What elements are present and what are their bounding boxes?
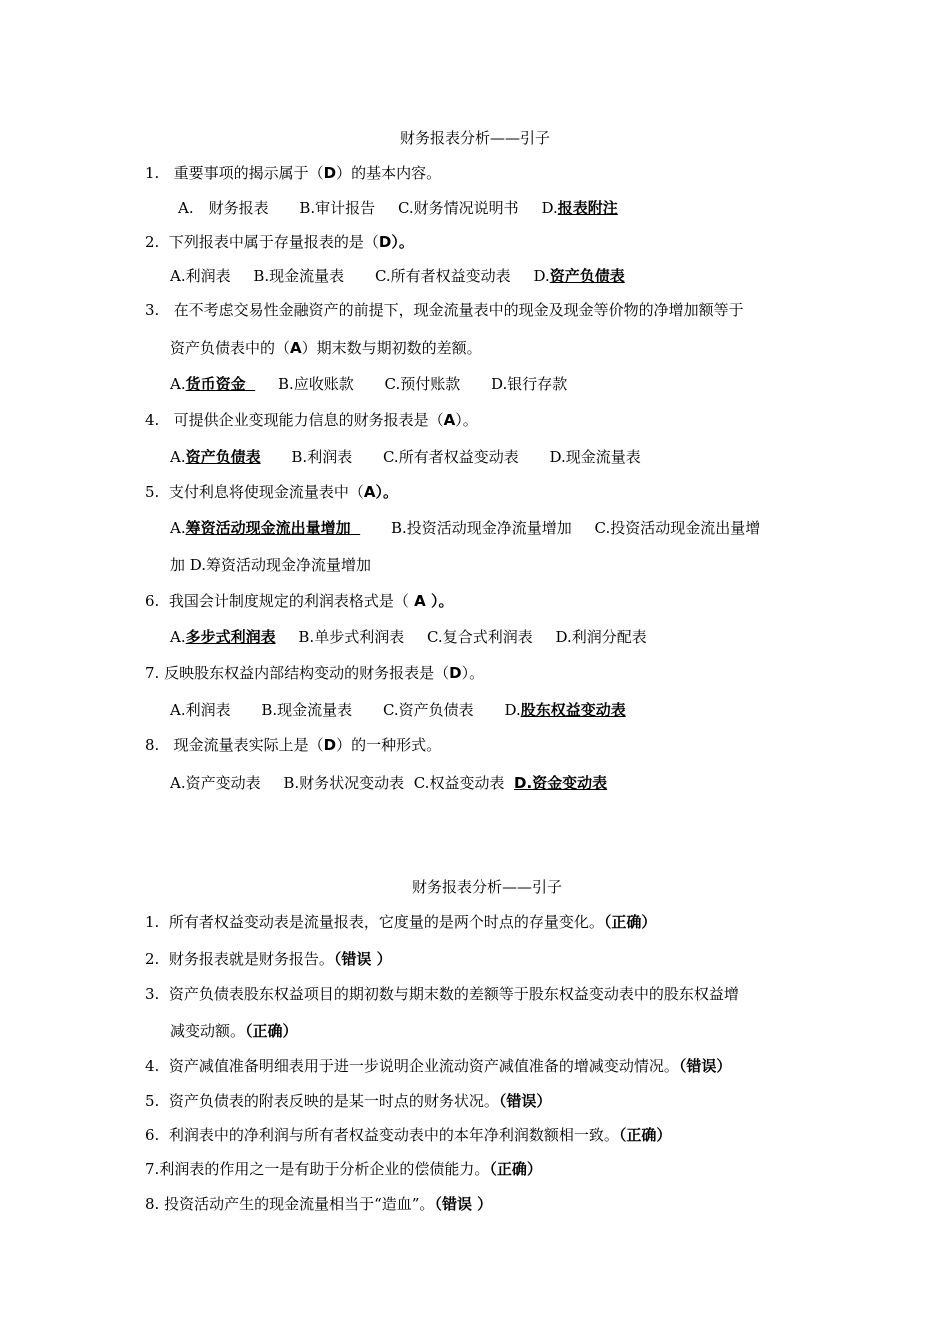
verdict: （错误 ） — [333, 950, 392, 968]
correct-answer: 货币资金 — [185, 375, 246, 393]
verdict: （错误） — [678, 1057, 732, 1075]
answer-letter: A — [414, 592, 426, 610]
question-5-options — [170, 518, 760, 538]
question-7 — [145, 663, 484, 683]
statement-4: 4. 资产减值准备明细表用于进一步说明企业流动资产减值准备的增减变动情况。（错误） — [145, 1057, 732, 1075]
question-4 — [145, 410, 478, 430]
verdict: （正确） — [603, 913, 657, 931]
correct-answer: 报表附注 — [557, 199, 618, 217]
question-6-options — [170, 627, 647, 647]
question-3-options — [170, 374, 567, 394]
question-4-options — [170, 447, 641, 467]
verdict: （正确） — [489, 1160, 542, 1178]
question-text: 我国会计制度规定的利润表格式是（ A ）。 — [168, 592, 454, 610]
question-number: 8. — [145, 736, 160, 754]
verdict: （正确） — [618, 1126, 672, 1144]
question-2-options — [170, 266, 625, 286]
option-a: A. — [170, 448, 186, 466]
question-text: 支付利息将使现金流量表中（A）。 — [168, 483, 399, 501]
section1-title: 财务报表分析——引子 — [399, 129, 550, 147]
correct-answer: D.资金变动表 — [514, 774, 608, 792]
option-d: D. — [533, 267, 550, 285]
option-a: A.利润表 — [170, 701, 231, 719]
verdict: （错误） — [498, 1092, 552, 1110]
section2-title: 财务报表分析——引子 — [412, 878, 563, 896]
statement-6: 6. 利润表中的净利润与所有者权益变动表中的本年净利润数额相一致。（正确） — [145, 1126, 672, 1144]
option-c: C.所有者权益变动表 — [382, 448, 519, 466]
question-8 — [145, 735, 441, 755]
statement-8: 8. 投资活动产生的现金流量相当于“造血”。（错误 ） — [145, 1195, 493, 1213]
question-2 — [145, 232, 414, 252]
option-d: D.利润分配表 — [555, 628, 647, 646]
statement-7: 7.利润表的作用之一是有助于分析企业的偿债能力。（正确） — [145, 1160, 542, 1178]
option-d: D. — [541, 199, 558, 217]
verdict: （错误 ） — [434, 1195, 493, 1213]
option-a: A. — [170, 375, 186, 393]
question-1-options — [178, 198, 618, 218]
statement-1: 1. 所有者权益变动表是流量报表，它度量的是两个时点的存量变化。（正确） — [145, 913, 657, 931]
question-text: 下列报表中属于存量报表的是（D）。 — [168, 233, 414, 251]
question-number: 2. — [145, 233, 160, 251]
answer-letter: A — [443, 411, 456, 429]
option-c: C.所有者权益变动表 — [374, 267, 511, 285]
question-number: 5. — [145, 483, 160, 501]
option-a: A. — [170, 519, 186, 537]
option-c: C.资产负债表 — [382, 701, 474, 719]
question-3-line2: 资产负债表中的（A）期末数与期初数的差额。 — [170, 339, 482, 357]
statement-3-line2: 减变动额。（正确） — [170, 1022, 298, 1040]
answer-letter: D — [378, 233, 392, 251]
option-b: B.投资活动现金净流量增加 — [390, 519, 572, 537]
option-c: C.复合式利润表 — [426, 628, 533, 646]
option-c: C.预付账款 — [384, 375, 461, 393]
option-a: A.利润表 — [170, 267, 231, 285]
question-number: 1. — [145, 164, 160, 182]
question-1 — [145, 163, 441, 183]
statement-3: 3. 资产负债表股东权益项目的期初数与期末数的差额等于股东权益变动表中的股东权益增 — [145, 985, 739, 1003]
correct-answer: 筹资活动现金流出量增加 — [185, 519, 351, 537]
question-number: 4. — [145, 411, 160, 429]
answer-letter: D — [323, 736, 337, 754]
option-d: D. — [504, 701, 521, 719]
option-c: C.财务情况说明书 — [397, 199, 519, 217]
option-b: B.利润表 — [291, 448, 353, 466]
option-a: A. 财务报表 — [178, 199, 269, 217]
option-a: A. — [170, 628, 186, 646]
statement-5: 5. 资产负债表的附表反映的是某一时点的财务状况。（错误） — [145, 1092, 552, 1110]
question-8-options — [170, 773, 607, 793]
question-text: 可提供企业变现能力信息的财务报表是（A）。 — [173, 411, 478, 429]
answer-letter: A — [363, 483, 376, 501]
option-c: C.权益变动表 — [413, 774, 505, 792]
option-b: B.现金流量表 — [253, 267, 345, 285]
question-6 — [145, 591, 453, 611]
question-text: 反映股东权益内部结构变动的财务报表是（D）。 — [164, 664, 485, 682]
option-c: C.投资活动现金流出量增 — [594, 519, 761, 537]
correct-answer: 资产负债表 — [549, 267, 625, 285]
question-number: 3. — [145, 301, 160, 319]
option-a: A.资产变动表 — [170, 774, 261, 792]
option-b: B.应收账款 — [277, 375, 354, 393]
option-d: D.现金流量表 — [549, 448, 641, 466]
question-5 — [145, 482, 398, 502]
question-text: 重要事项的揭示属于（D）的基本内容。 — [173, 164, 442, 182]
question-number: 7. — [145, 664, 160, 682]
question-3 — [145, 300, 744, 320]
answer-letter: A — [290, 339, 302, 357]
option-b: B.现金流量表 — [261, 701, 353, 719]
question-7-options — [170, 700, 626, 720]
option-b: B.审计报告 — [299, 199, 376, 217]
correct-answer: 资产负债表 — [185, 448, 261, 466]
question-number: 6. — [145, 592, 160, 610]
option-b: B.财务状况变动表 — [283, 774, 405, 792]
question-text: 在不考虑交易性金融资产的前提下，现金流量表中的现金及现金等价物的净增加额等于 — [173, 301, 744, 319]
verdict: （正确） — [245, 1022, 298, 1040]
question-text: 现金流量表实际上是（D）的一种形式。 — [173, 736, 442, 754]
question-5-options-line2: 加 D.筹资活动现金净流量增加 — [170, 556, 372, 574]
statement-2: 2. 财务报表就是财务报告。（错误 ） — [145, 950, 392, 968]
answer-letter: D — [323, 164, 337, 182]
option-d: D.银行存款 — [491, 375, 568, 393]
answer-letter: D — [449, 664, 462, 682]
correct-answer: 股东权益变动表 — [520, 701, 626, 719]
correct-answer: 多步式利润表 — [185, 628, 276, 646]
option-b: B.单步式利润表 — [298, 628, 405, 646]
